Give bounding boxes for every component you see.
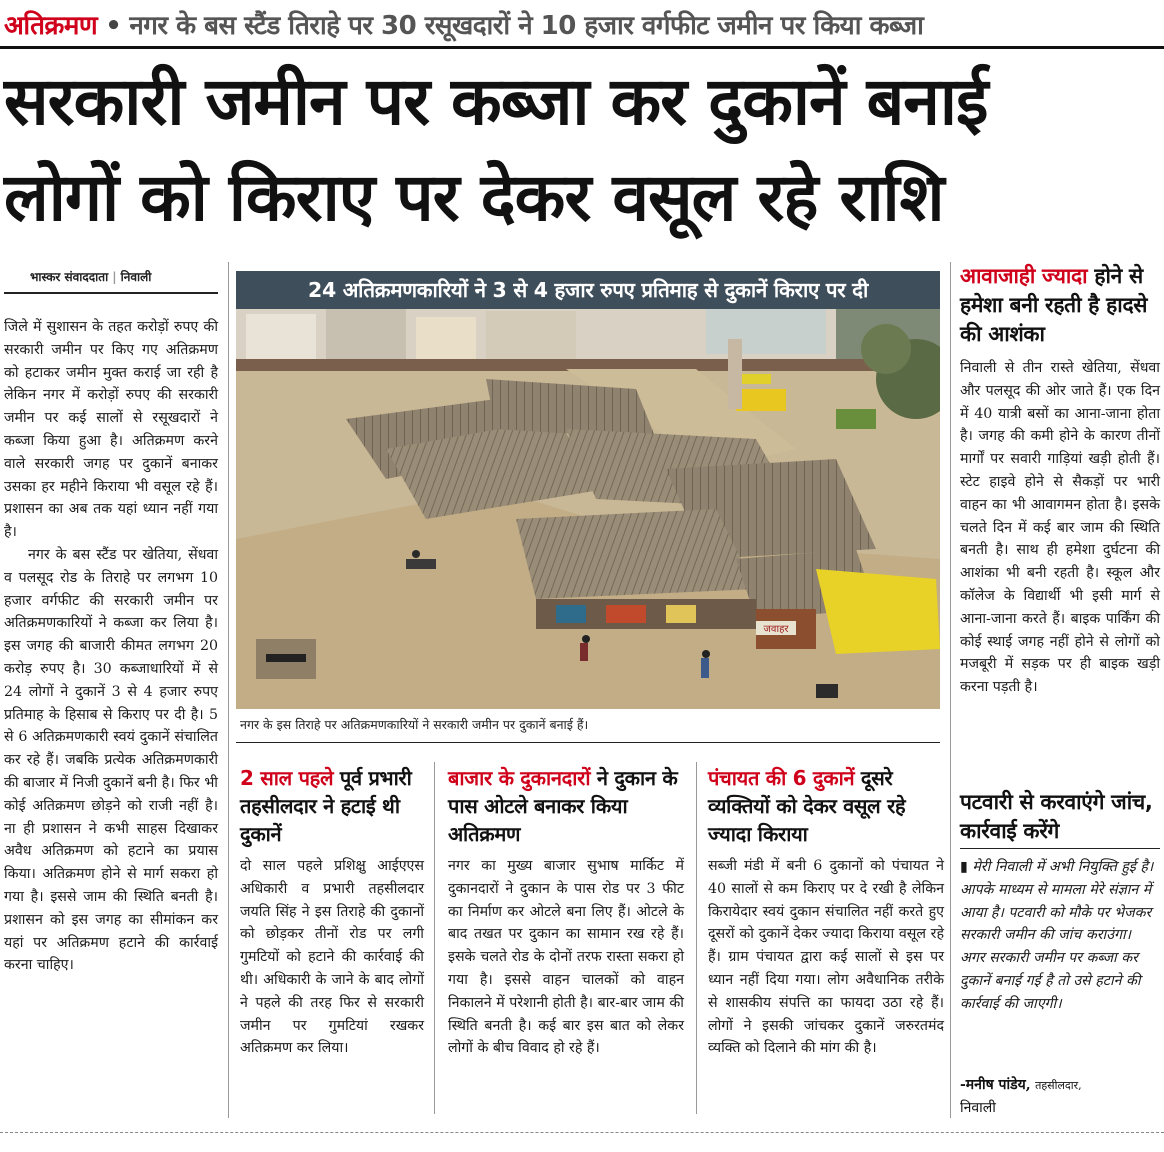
section-kicker: अतिक्रमण [4, 11, 98, 41]
quote-text: मेरी निवाली में अभी नियुक्ति हुई है। आपके माध्यम से मामला मेरे संज्ञान में आया है। पटवारी को मौके पर भेजकर सरकारी जमीन की जांच कराउंगा। अगर सरकारी जमीन पर कब्जा कर दुकानें बनाई गई है तो उसे हटाने की कार्रवाई की जाएगी। [960, 859, 1154, 1012]
box3-heading-rest: दूसरे व्यक्तियों को देकर वसूल रहे ज्यादा किराया [708, 766, 906, 846]
bottom-rule [0, 1132, 1164, 1134]
official-quote [960, 856, 1160, 1016]
sidebar-heading-rest: होने से हमेशा बनी रहती है हादसे की आशंका [960, 264, 1148, 346]
kicker-bullet: • [105, 11, 122, 41]
box1-heading-red: 2 साल पहले [240, 766, 334, 790]
box1-heading [240, 764, 440, 848]
box1-heading-rest: पूर्व प्रभारी तहसीलदार ने हटाई थी दुकानें [240, 766, 412, 846]
byline-reporter: भास्कर संवाददाता [30, 270, 109, 284]
column-divider-side [950, 262, 951, 1118]
official-place: निवाली [960, 1100, 996, 1116]
sidebar-body: निवाली से तीन रास्ते खेतिया, सेंधवा और पलसूद की ओर जाते हैं। एक दिन में 40 यात्री बसों का आना-जाना होता है। जगह की कमी होने के कारण तीनों मार्गों पर सवारी गाड़ियां खड़ी होती हैं। स्टेट हाइवे होने से सैकड़ों पर भारी वाहन का भी आवागमन होता है। इसके चलते दिन में कई बार जाम की स्थिति बनती है। साथ ही हमेशा दुर्घटना की आशंका भी बनी रहती है। स्कूल और कॉलेज के विद्यार्थी भी इसी मार्ग से आना-जाना करते हैं। बाइक पार्किंग की कोई स्थाई जगह नहीं होने से लोगों को मजबूरी में सड़क पर ही बाइक खड़ी करना पड़ती है। [960, 360, 1160, 696]
box2-heading [448, 764, 688, 848]
box3-body: सब्जी मंडी में बनी 6 दुकानों को पंचायत ने 40 सालों से कम किराए पर दे रखी है लेकिन किरायेदार स्वयं दुकान संचालित नहीं करते हुए दूसरों को दुकानें देकर ज्यादा किराया वसूल रहे हैं। ग्राम पंचायत द्वारा कई सालों से इस पर ध्यान नहीं दिया गया। लोग अवैधानिक तरीके से शासकीय संपत्ति का फायदा उठा रहे हैं। लोगों ने इसकी जांचकर दुकानें जरुरतमंद व्यक्ति को दिलाने की मांग की है। [708, 858, 944, 1057]
sidebar-quote-rule [960, 848, 1160, 849]
box2-heading-rest: ने दुकान के पास ओटले बनाकर किया अतिक्रमण [448, 766, 678, 846]
market-photo-illustration [236, 309, 940, 709]
official-title: तहसीलदार, [1035, 1079, 1082, 1092]
main-story-para-1: जिले में सुशासन के तहत करोड़ों रुपए की सरकारी जमीन पर किए गए अतिक्रमण को हटाकर जमीन मुक्त कराई जा रही है लेकिन नगर में करोड़ों रुपए की सरकारी जमीन पर कई सालों से रसूखदारों ने कब्जा किया हुआ है। अतिक्रमण करने वाले सरकारी जगह पर दुकानें बनाकर उसका हर महीने किराया भी वसूल रहे हैं। प्रशासन का अब तक यहां ध्यान नहीं गया है। [4, 319, 218, 541]
top-rule [0, 46, 1164, 49]
box2-heading-red: बाजार के दुकानदारों [448, 766, 591, 790]
byline [30, 268, 151, 285]
sidebar-heading-red: आवाजाही ज्यादा [960, 264, 1088, 288]
box2-body: नगर का मुख्य बाजार सुभाष मार्किट में दुकानदारों ने दुकान के पास रोड पर 3 फीट का निर्माण कर ओटले बना लिए हैं। ओटले के बाद तखत पर दुकान का सामान रख रहे हैं। इसके चलते रोड के दोनों तरफ रास्ता सकरा हो गया है। इससे वाहन चालकों को वाहन निकालने में परेशानी होती है। बार-बार जाम की स्थिति बनती है। कई बार इस बात को लेकर लोगों के बीच विवाद हो रहे हैं। [448, 858, 684, 1057]
strapline: नगर के बस स्टैंड तिराहे पर 30 रसूखदारों ने 10 हजार वर्गफीट जमीन पर किया कब्जा [129, 11, 924, 41]
main-story [4, 316, 218, 977]
topline [4, 6, 1160, 42]
official-name: -मनीष पांडेय, [960, 1077, 1031, 1093]
byline-place: निवाली [120, 270, 152, 284]
box3-heading-red: पंचायत की 6 दुकानें [708, 766, 855, 790]
headline-line-2: लोगों को किराए पर देकर वसूल रहे राशि [4, 159, 944, 236]
byline-rule [4, 292, 218, 294]
column-divider-2 [696, 762, 697, 1114]
market-photo [236, 309, 940, 709]
box3-heading [708, 764, 948, 848]
shop-sign-text: जवाहर [763, 624, 789, 635]
column-divider-1 [434, 762, 435, 1114]
quote-marker-icon: ▮ [960, 859, 968, 875]
headline-line-1: सरकारी जमीन पर कब्जा कर दुकानें बनाई [4, 63, 988, 140]
sidebar-heading [960, 262, 1160, 349]
box1-body: दो साल पहले प्रशिक्षु आईएएस अधिकारी व प्रभारी तहसीलदार जयति सिंह ने इस तिराहे की दुकानों को छोड़कर तीनों रोड पर लगी गुमटियों को हटाने की कार्रवाई की थी। अधिकारी के जाने के बाद लोगों ने पहले की तरह फिर से सरकारी जमीन पर गुमटियां रखकर अतिक्रमण कर लिया। [240, 858, 424, 1057]
sidebar-heading-2: पटवारी से करवाएंगे जांच, कार्रवाई करेंगे [960, 790, 1153, 843]
byline-separator: | [112, 270, 117, 284]
photo-headline-band: 24 अतिक्रमणकारियों ने 3 से 4 हजार रुपए प्रतिमाह से दुकानें किराए पर दी [236, 271, 940, 309]
quote-signature [960, 1074, 1164, 1119]
caption-rule [236, 742, 940, 743]
photo-caption: नगर के इस तिराहे पर अतिक्रमणकारियों ने सरकारी जमीन पर दुकानें बनाई हैं। [240, 717, 589, 732]
main-story-para-2: नगर के बस स्टैंड पर खेतिया, सेंधवा व पलसूद रोड के तिराहे पर लगभग 10 हजार वर्गफीट की सरकारी जमीन पर अतिक्रमणकारियों ने कब्जा कर लिया है। इस जगह की बाजारी कीमत लगभग 20 करोड़ रुपए है। 30 कब्जाधारियों में से 24 लोगों ने दुकानें 3 से 4 हजार रुपए प्रतिमाह के हिसाब से किराए पर दी है। 5 से 6 अतिक्रमणकारी स्वयं दुकानें संचालित कर रहे हैं। जबकि प्रत्येक अतिक्रमणकारी की बाजार में निजी दुकानें बनी है। फिर भी कोई अतिक्रमण छोड़ने को राजी नहीं है। ना ही प्रशासन ने कभी साहस दिखाकर अवैध अतिक्रमण को हटाने का प्रयास किया। अतिक्रमण होने से मार्ग सकरा हो गया है। इससे जाम की स्थिति बनती है। प्रशासन को इस जगह का सीमांकन कर यहां पर अतिक्रमण हटाने की कार्रवाई करना चाहिए। [4, 546, 218, 974]
column-divider-main [228, 262, 229, 1118]
